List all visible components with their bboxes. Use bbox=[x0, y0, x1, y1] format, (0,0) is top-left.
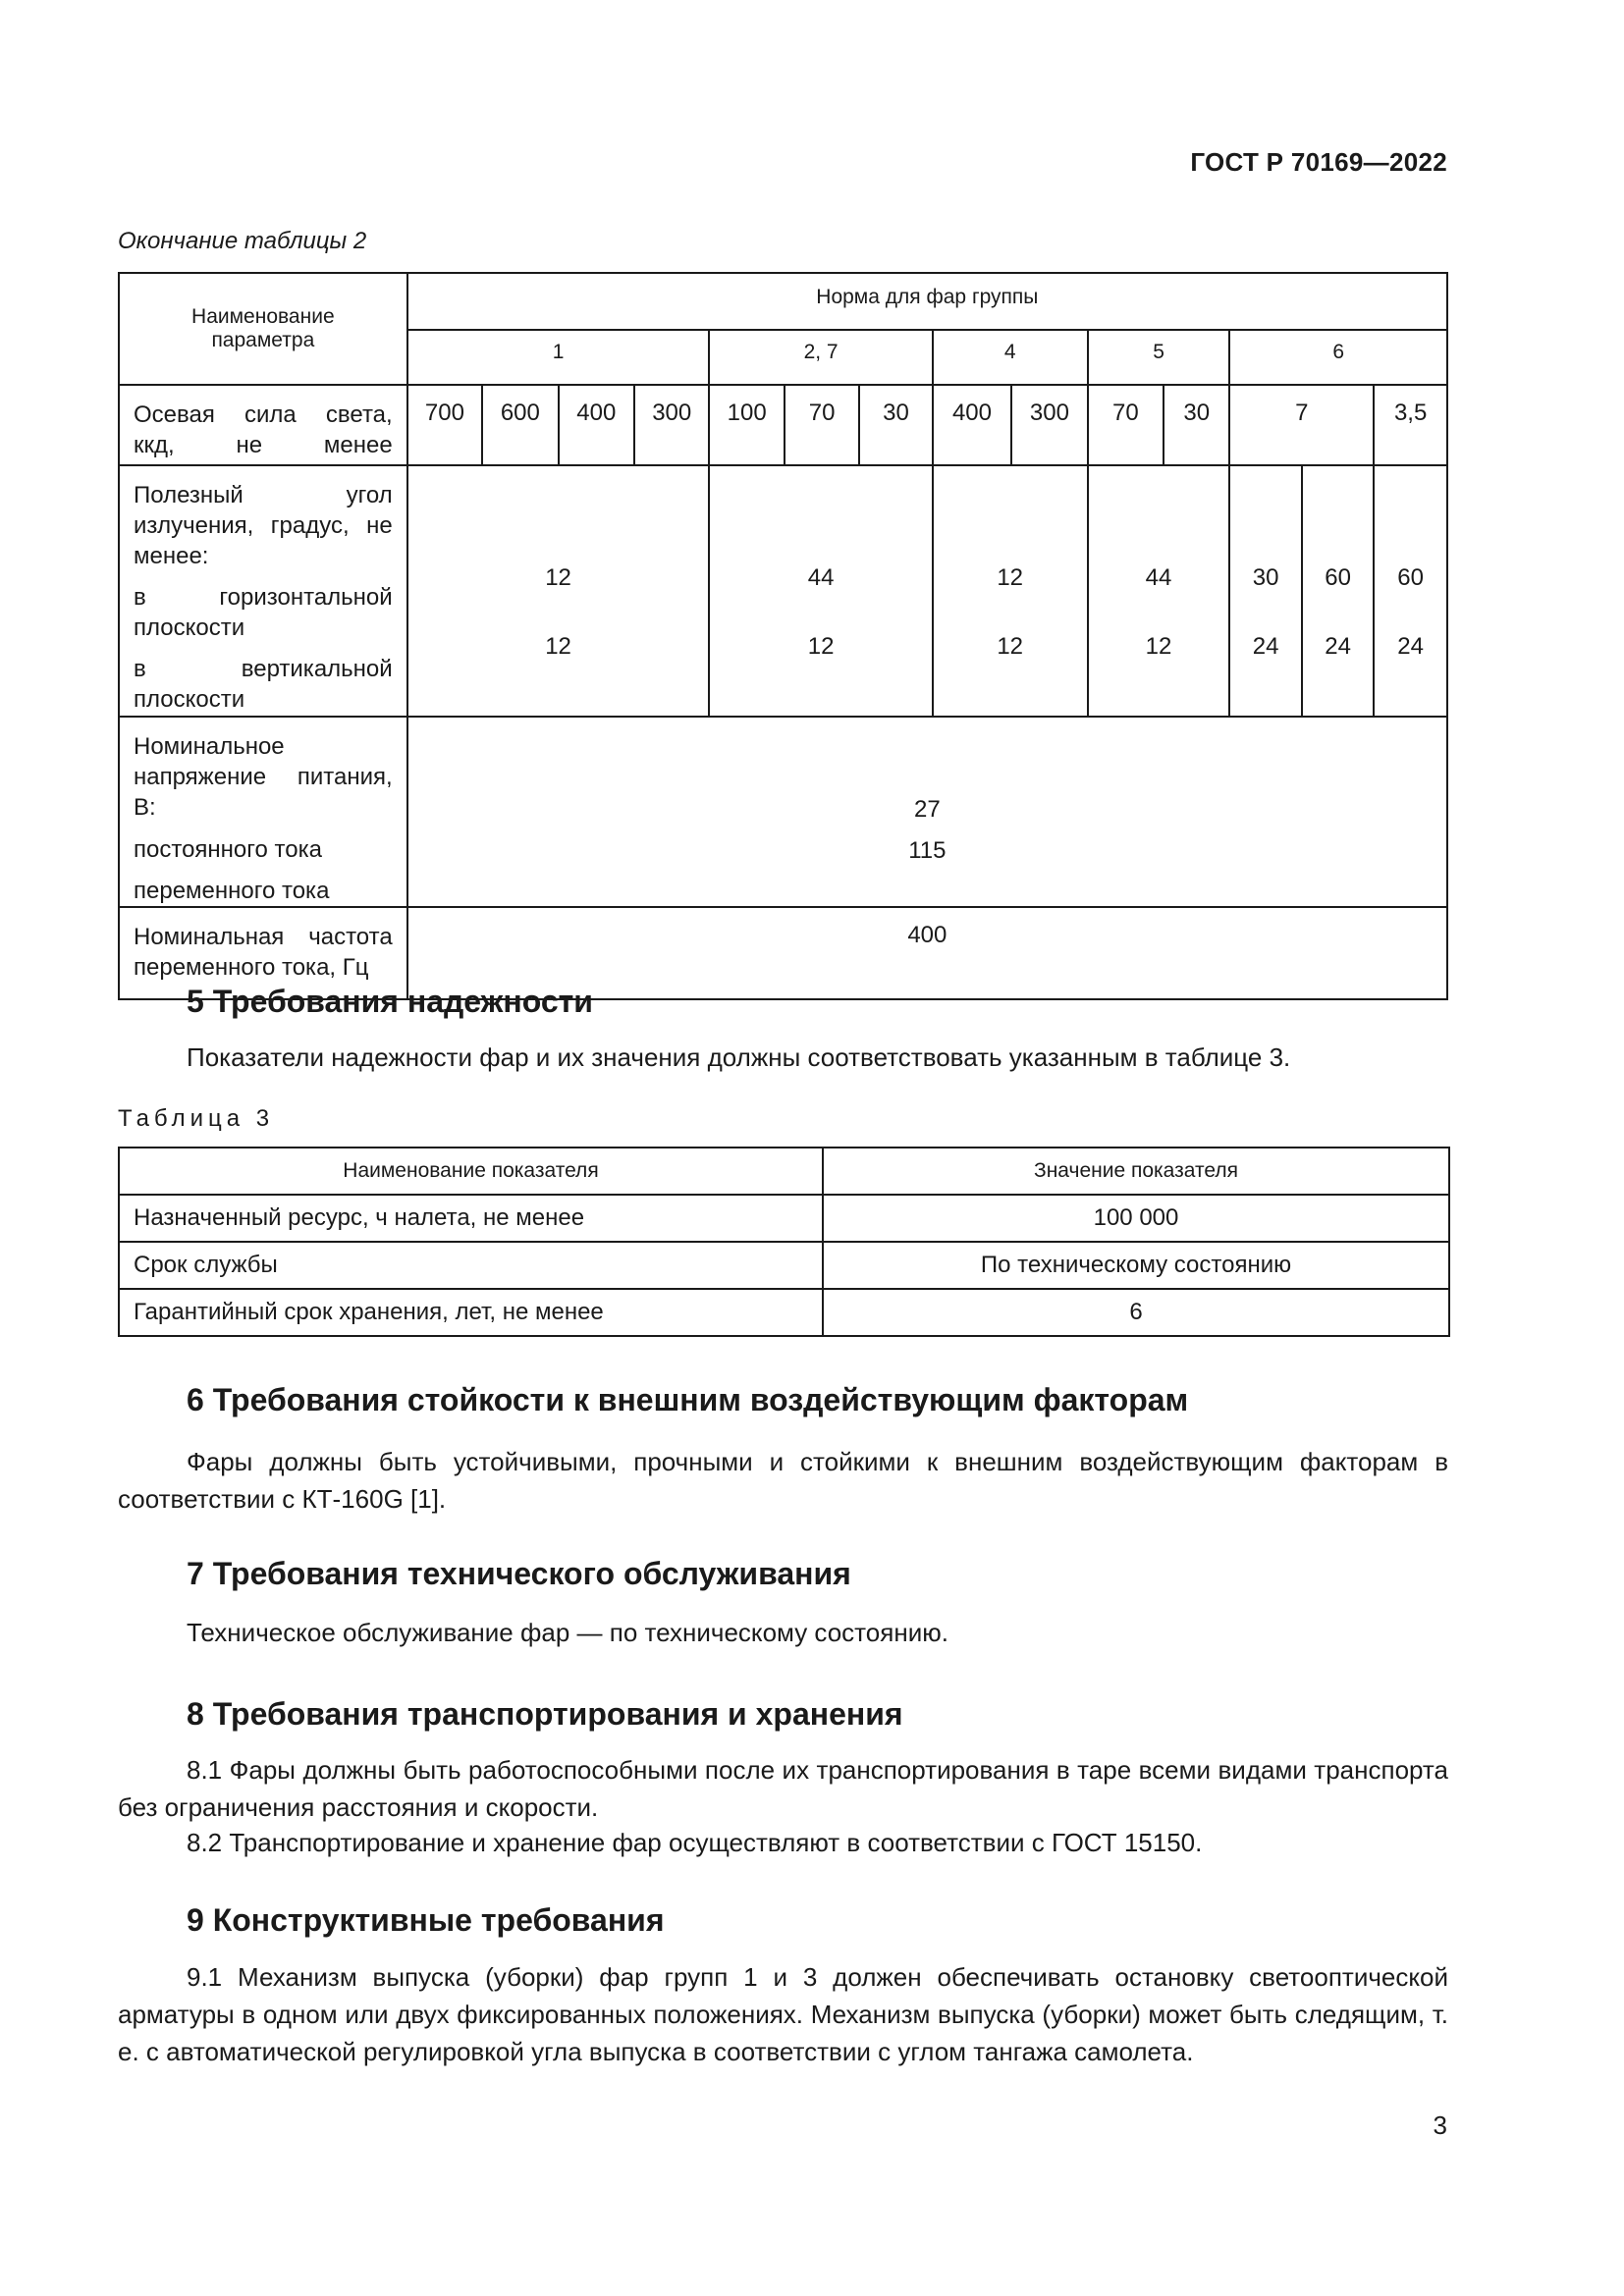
angle-label-main: Полезный угол излучения, градус, не менее: bbox=[134, 482, 393, 569]
voltage-ac-label: переменного тока bbox=[134, 878, 330, 904]
angle-group-6c: 60 24 bbox=[1374, 465, 1447, 717]
axial-value: 70 bbox=[1088, 385, 1164, 465]
document-header: ГОСТ Р 70169—2022 bbox=[1190, 147, 1447, 177]
table-row bbox=[119, 1289, 1449, 1336]
angle-group-5: 44 12 bbox=[1088, 465, 1230, 717]
axial-value: 3,5 bbox=[1374, 385, 1447, 465]
param-name-header: Наименование параметра bbox=[119, 273, 407, 385]
page-number: 3 bbox=[1433, 2110, 1447, 2140]
axial-value: 600 bbox=[482, 385, 558, 465]
indicator-name: Назначенный ресурс, ч налета, не менее bbox=[119, 1195, 823, 1242]
axial-value: 7 bbox=[1229, 385, 1374, 465]
table-2 bbox=[118, 272, 1448, 1000]
axial-value: 300 bbox=[634, 385, 709, 465]
axial-intensity-label: Осевая сила света, ккд, не менее bbox=[119, 385, 407, 465]
angle-label-horizontal: в горизонтальной плоскости bbox=[134, 584, 393, 641]
voltage-label-main: Номинальное напряжение питания, В: bbox=[134, 733, 393, 821]
indicator-value: 6 bbox=[823, 1289, 1449, 1336]
table-3 bbox=[118, 1147, 1450, 1337]
angle-group-6a: 30 24 bbox=[1229, 465, 1301, 717]
indicator-name: Гарантийный срок хранения, лет, не менее bbox=[119, 1289, 823, 1336]
section-5-title: 5 Требования надежности bbox=[187, 984, 593, 1019]
section-9-p1: 9.1 Механизм выпуска (уборки) фар групп 1 и 3 должен обеспечивать остановку светооптической арматуры в одном или двух фиксированных положениях. Механизм выпуска (уборки) может быть следящим, т. е. с автоматической регулировкой угла выпуска в соответствии с углом тангажа самолета. bbox=[118, 1962, 1448, 2066]
axial-value: 70 bbox=[785, 385, 859, 465]
table-row bbox=[119, 1195, 1449, 1242]
table-row bbox=[119, 1242, 1449, 1289]
voltage-values bbox=[407, 717, 1447, 907]
section-8-p1: 8.1 Фары должны быть работоспособными после их транспортирования в таре всеми видами транспорта без ограничения расстояния и скорости. bbox=[118, 1755, 1448, 1822]
section-8-p2: 8.2 Транспортирование и хранение фар осуществляют в соответствии с ГОСТ 15150. bbox=[187, 1828, 1203, 1857]
table-2-caption: Окончание таблицы 2 bbox=[118, 228, 367, 254]
axial-value: 700 bbox=[407, 385, 482, 465]
section-5-text: Показатели надежности фар и их значения должны соответствовать указанным в таблице 3. bbox=[187, 1042, 1291, 1072]
voltage-ac-value: 115 bbox=[908, 837, 947, 864]
angle-group-2-7: 44 12 bbox=[709, 465, 932, 717]
angle-label-vertical: в вертикальной плоскости bbox=[134, 656, 393, 713]
voltage-dc-label: постоянного тока bbox=[134, 836, 322, 863]
angle-group-1: 12 12 bbox=[407, 465, 710, 717]
table-3-col2-header: Значение показателя bbox=[823, 1148, 1449, 1195]
indicator-value: По техническому состоянию bbox=[823, 1242, 1449, 1289]
voltage-label bbox=[119, 717, 407, 907]
angle-group-4: 12 12 bbox=[933, 465, 1088, 717]
axial-value: 400 bbox=[933, 385, 1011, 465]
axial-value: 400 bbox=[559, 385, 634, 465]
voltage-dc-value: 27 bbox=[913, 796, 941, 823]
table-3-caption: Таблица 3 bbox=[118, 1105, 275, 1132]
frequency-value: 400 bbox=[407, 907, 1447, 999]
section-6-text: Фары должны быть устойчивыми, прочными и стойкими к внешним воздействующим факторам в соответствии с КТ-160G [1]. bbox=[118, 1447, 1448, 1514]
section-9-title: 9 Конструктивные требования bbox=[187, 1902, 665, 1938]
section-8-title: 8 Требования транспортирования и хранения bbox=[187, 1696, 903, 1732]
group-1-header: 1 bbox=[407, 330, 710, 385]
group-5-header: 5 bbox=[1088, 330, 1230, 385]
section-7-text: Техническое обслуживание фар — по техническому состоянию. bbox=[187, 1618, 948, 1647]
angle-group-6b: 60 24 bbox=[1302, 465, 1374, 717]
axial-value: 300 bbox=[1011, 385, 1087, 465]
group-4-header: 4 bbox=[933, 330, 1088, 385]
section-6-title: 6 Требования стойкости к внешним воздействующим факторам bbox=[187, 1382, 1189, 1417]
axial-value: 100 bbox=[709, 385, 784, 465]
table-3-col1-header: Наименование показателя bbox=[119, 1148, 823, 1195]
axial-value: 30 bbox=[859, 385, 932, 465]
indicator-value: 100 000 bbox=[823, 1195, 1449, 1242]
norm-header: Норма для фар группы bbox=[407, 273, 1447, 330]
group-2-7-header: 2, 7 bbox=[709, 330, 932, 385]
group-6-header: 6 bbox=[1229, 330, 1447, 385]
axial-value: 30 bbox=[1164, 385, 1229, 465]
angle-label bbox=[119, 465, 407, 717]
frequency-label: Номинальная частота переменного тока, Гц bbox=[119, 907, 407, 999]
section-7-title: 7 Требования технического обслуживания bbox=[187, 1556, 851, 1591]
indicator-name: Срок службы bbox=[119, 1242, 823, 1289]
